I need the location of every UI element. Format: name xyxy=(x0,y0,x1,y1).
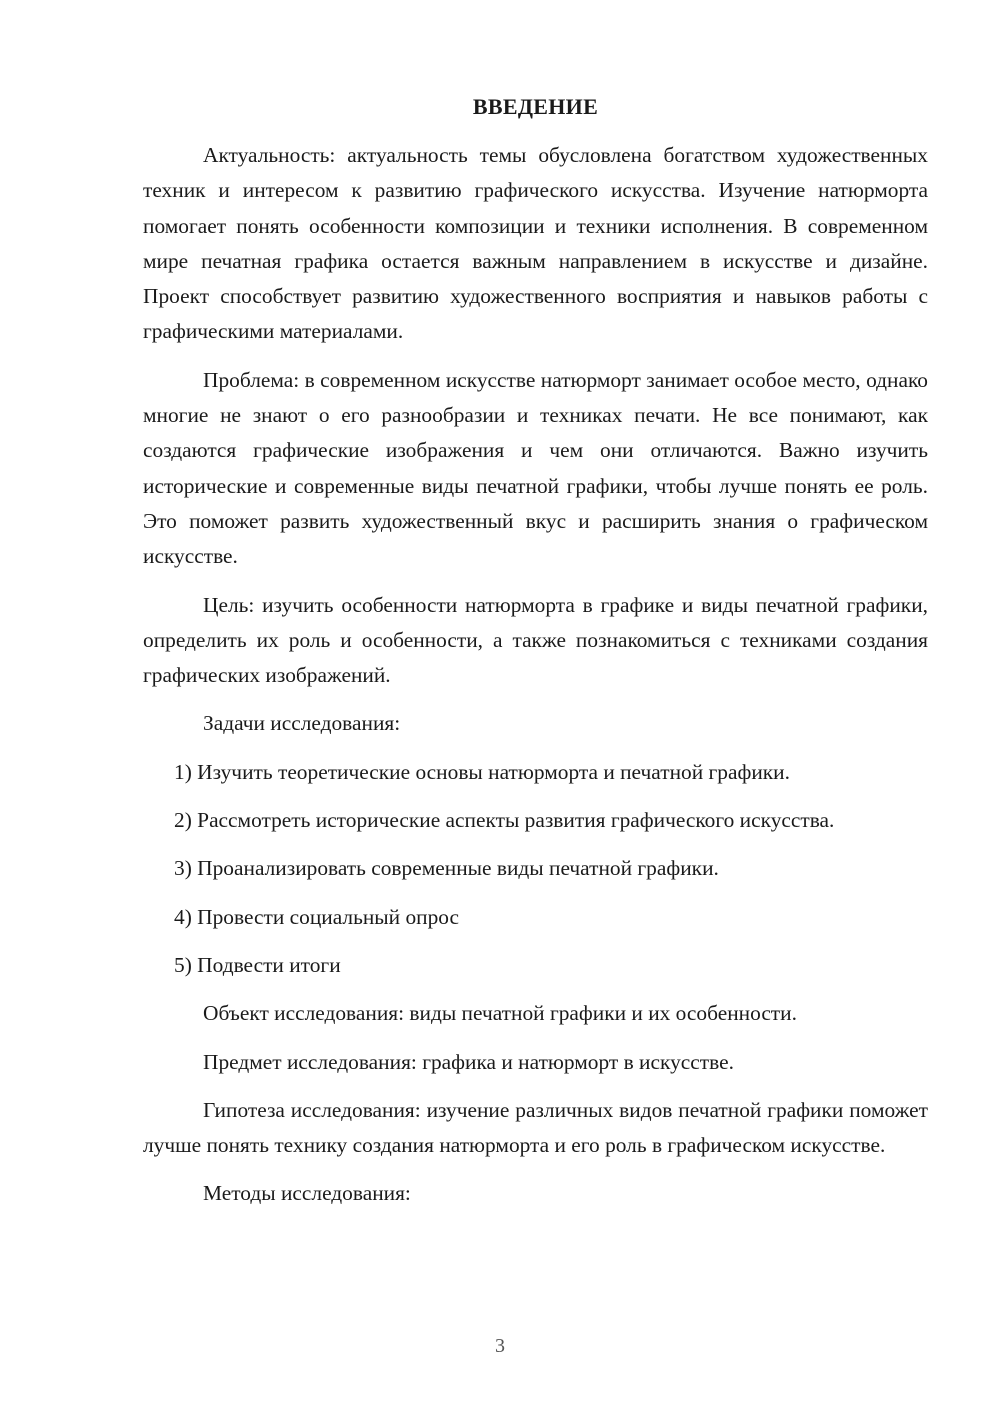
subject-paragraph: Предмет исследования: графика и натюрморт в искусстве. xyxy=(203,1049,734,1074)
methods-heading: Методы исследования: xyxy=(203,1181,411,1206)
hypothesis-paragraph: Гипотеза исследования: изучение различных видов печатной графики поможет лучше понять технику создания натюрморта и его роль в графическом искусстве. xyxy=(143,1097,928,1158)
goal-paragraph: Цель: изучить особенности натюрморта в графике и виды печатной графики, определить их роль и особенности, а также познакомиться с техниками создания графических изображений. xyxy=(143,592,928,688)
task-item: 4) Провести социальный опрос xyxy=(174,904,460,929)
page-content xyxy=(143,94,928,1225)
problem-paragraph: Проблема: в современном искусстве натюрморт занимает особое место, однако многие не знают о его разнообразии и техниках печати. Не все понимают, как создаются графические изображения и чем они отличаются. Важно изучить исторические и современные виды печатной графики, чтобы лучше понять ее роль. Это поможет развить художественный вкус и расширить знания о графическом искусстве. xyxy=(143,367,928,569)
tasks-heading: Задачи исследования: xyxy=(203,711,401,736)
object-paragraph: Объект исследования: виды печатной графики и их особенности. xyxy=(203,1001,797,1026)
page-number: 3 xyxy=(495,1335,505,1357)
task-item: 5) Подвести итоги xyxy=(174,952,341,977)
relevance-paragraph: Актуальность: актуальность темы обусловлена богатством художественных техник и интересом к развитию графического искусства. Изучение натюрморта помогает понять особенности композиции и техники исполнения. В современном мире печатная графика остается важным направлением в искусстве и дизайне. Проект способствует развитию художественного восприятия и навыков работы с графическими материалами. xyxy=(143,143,928,344)
task-item: 1) Изучить теоретические основы натюрморта и печатной графики. xyxy=(174,759,790,784)
section-heading: ВВЕДЕНИЕ xyxy=(472,94,599,119)
task-item: 2) Рассмотреть исторические аспекты развития графического искусства. xyxy=(174,808,835,833)
task-item: 3) Проанализировать современные виды печатной графики. xyxy=(174,856,719,881)
